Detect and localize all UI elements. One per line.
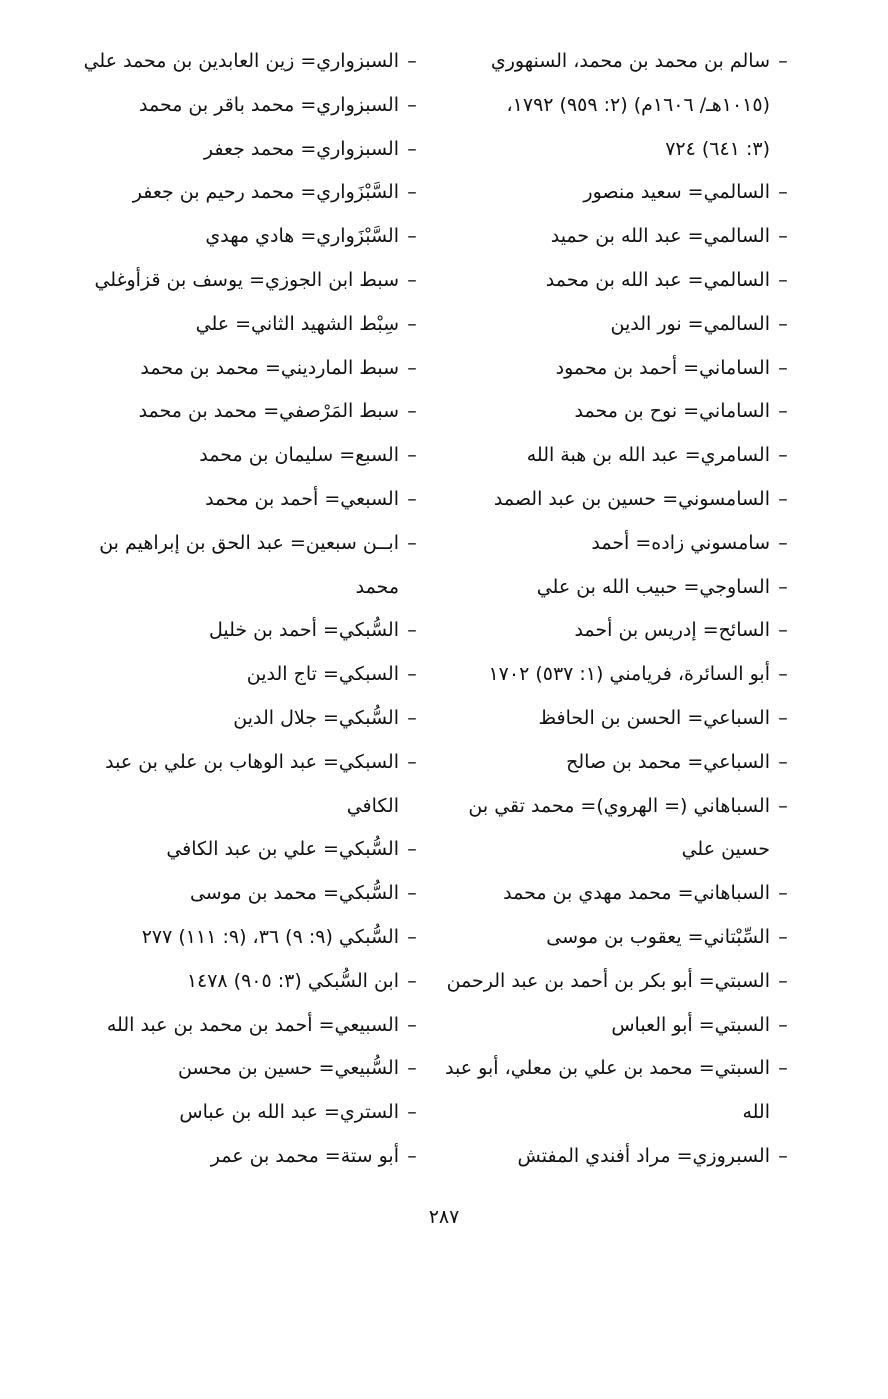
entry-dash: –	[407, 356, 417, 379]
entry-text: السُّبكي= جلال الدين	[233, 706, 399, 729]
entry-dash: –	[778, 400, 788, 423]
entry-dash: –	[778, 1144, 788, 1167]
index-entry	[456, 566, 796, 610]
index-entry	[456, 259, 796, 303]
index-entry	[80, 1135, 425, 1179]
index-entry	[456, 1004, 796, 1048]
entry-dash: –	[778, 50, 788, 72]
entry-dash: –	[407, 93, 417, 116]
entry-dash: –	[407, 268, 417, 291]
entry-dash: –	[778, 619, 788, 642]
entry-text: السامسوني= حسين بن عبد الصمد	[493, 487, 770, 510]
index-entry	[80, 1047, 425, 1091]
entry-dash: –	[407, 1101, 417, 1124]
entry-text: السالمي= عبد الله بن محمد	[545, 268, 770, 291]
index-entry	[456, 1135, 796, 1179]
entry-dash: –	[407, 400, 417, 423]
index-entry	[445, 1047, 796, 1135]
entry-dash: –	[778, 575, 788, 598]
entry-text: السبتي= أبو بكر بن أحمد بن عبد الرحمن	[446, 969, 770, 992]
entry-dash: –	[778, 356, 788, 379]
entry-dash: –	[407, 706, 417, 729]
index-entry	[456, 916, 796, 960]
entry-dash: –	[407, 225, 417, 248]
entry-text: السَّبْزَواري= محمد رحيم بن جعفر	[132, 181, 399, 204]
index-entry	[80, 960, 425, 1004]
entry-text: السُّبيعي= حسين بن محسن	[177, 1057, 399, 1080]
entry-continuation: الله	[742, 1101, 770, 1124]
index-column-right	[445, 40, 796, 1179]
entry-text: السبيعي= أحمد بن محمد بن عبد الله	[106, 1013, 399, 1036]
entry-dash: –	[407, 50, 417, 72]
entry-text: السَّبْزَواري= هادي مهدي	[205, 225, 399, 248]
index-entry	[456, 785, 796, 873]
entry-text: سبط ابن الجوزي= يوسف بن قزأوغلي	[94, 268, 399, 291]
index-entry	[80, 40, 425, 84]
entry-dash: –	[778, 531, 788, 554]
index-entry	[456, 741, 796, 785]
index-entry	[80, 84, 425, 128]
entry-continuation: (٣: ٦٤١) ٧٢٤	[665, 137, 770, 160]
entry-text: ابــن سبعين= عبد الحق بن إبراهيم بن	[99, 531, 399, 554]
entry-dash: –	[778, 794, 788, 817]
entry-text: السبروزي= مراد أفندي المفتش	[517, 1144, 770, 1167]
entry-text: السائح= إدريس بن أحمد	[574, 619, 770, 642]
entry-dash: –	[407, 750, 417, 773]
entry-text: السبكي= عبد الوهاب بن علي بن عبد	[105, 750, 399, 773]
page-number: ٢٨٧	[428, 1206, 460, 1228]
entry-text: السبتي= محمد بن علي بن معلي، أبو عبد	[445, 1057, 770, 1080]
entry-dash: –	[407, 1057, 417, 1080]
index-entry	[80, 1091, 425, 1135]
entry-text: السبزواري= زين العابدين بن محمد علي	[83, 50, 399, 72]
index-entry	[456, 434, 796, 478]
index-entry	[80, 697, 425, 741]
entry-dash: –	[407, 925, 417, 948]
entry-text: السباهاني (= الهروي)= محمد تقي بن	[468, 794, 770, 817]
entry-continuation: (١٠١٥هـ/ ١٦٠٦م) (٢: ٩٥٩) ١٧٩٢،	[506, 93, 770, 116]
entry-dash: –	[407, 838, 417, 861]
entry-text: السالمي= عبد الله بن حميد	[550, 225, 770, 248]
index-entry	[456, 40, 796, 171]
index-entry	[80, 434, 425, 478]
entry-text: السُّبكي= محمد بن موسى	[189, 882, 399, 905]
entry-continuation: محمد	[355, 575, 399, 598]
entry-dash: –	[407, 882, 417, 905]
index-entry	[456, 872, 796, 916]
entry-text: السباعي= محمد بن صالح	[566, 750, 770, 773]
entry-text: الساماني= أحمد بن محمود	[555, 356, 770, 379]
entry-dash: –	[407, 619, 417, 642]
entry-text: أبو ستة= محمد بن عمر	[210, 1144, 399, 1167]
index-entry	[80, 171, 425, 215]
entry-dash: –	[778, 225, 788, 248]
index-entry	[456, 215, 796, 259]
entry-dash: –	[407, 1144, 417, 1167]
entry-dash: –	[407, 137, 417, 160]
entry-text: الساوجي= حبيب الله بن علي	[536, 575, 770, 598]
entry-dash: –	[778, 444, 788, 467]
index-column-left	[80, 40, 425, 1179]
entry-text: السبكي= تاج الدين	[246, 663, 399, 686]
index-entry	[80, 741, 425, 829]
index-entry	[80, 916, 425, 960]
index-entry	[80, 303, 425, 347]
index-entry	[80, 128, 425, 172]
entry-text: السبتي= أبو العباس	[611, 1013, 770, 1036]
entry-dash: –	[407, 312, 417, 335]
entry-dash: –	[778, 181, 788, 204]
entry-text: السبعي= أحمد بن محمد	[205, 487, 399, 510]
entry-continuation: الكافي	[346, 794, 399, 817]
entry-text: أبو السائرة، فريامني (١: ٥٣٧) ١٧٠٢	[488, 663, 770, 686]
index-entry	[80, 828, 425, 872]
entry-continuation: حسين علي	[681, 838, 770, 861]
entry-dash: –	[407, 181, 417, 204]
index-entry	[456, 609, 796, 653]
index-entry	[80, 259, 425, 303]
index-entry	[456, 478, 796, 522]
entry-text: السباهاني= محمد مهدي بن محمد	[503, 882, 770, 905]
index-entry	[80, 390, 425, 434]
entry-text: السبزواري= محمد جعفر	[203, 137, 399, 160]
entry-dash: –	[778, 1013, 788, 1036]
entry-dash: –	[407, 969, 417, 992]
entry-text: الستري= عبد الله بن عباس	[179, 1101, 399, 1124]
entry-text: السباعي= الحسن بن الحافظ	[538, 706, 770, 729]
index-entry	[456, 347, 796, 391]
entry-text: سالم بن محمد بن محمد، السنهوري	[490, 50, 770, 72]
entry-dash: –	[407, 1013, 417, 1036]
entry-dash: –	[778, 750, 788, 773]
entry-text: السُّبكي= علي بن عبد الكافي	[166, 838, 399, 861]
index-entry	[80, 1004, 425, 1048]
entry-text: سبط المارديني= محمد بن محمد	[140, 356, 399, 379]
entry-text: ابن السُّبكي (٣: ٩٠٥) ١٤٧٨	[186, 969, 399, 992]
entry-text: السامري= عبد الله بن هبة الله	[526, 444, 770, 467]
entry-dash: –	[407, 487, 417, 510]
entry-text: السُّبكي (٩: ٩) ٣٦، (٩: ١١١) ٢٧٧	[141, 925, 399, 948]
entry-text: السبع= سليمان بن محمد	[199, 444, 399, 467]
entry-dash: –	[778, 706, 788, 729]
entry-dash: –	[407, 444, 417, 467]
entry-dash: –	[407, 663, 417, 686]
entry-text: سامسوني زاده= أحمد	[591, 531, 770, 554]
index-entry	[456, 522, 796, 566]
index-entry	[80, 347, 425, 391]
entry-text: السالمي= سعيد منصور	[583, 181, 770, 204]
index-entry	[456, 653, 796, 697]
entry-text: السالمي= نور الدين	[610, 312, 770, 335]
index-entry	[80, 653, 425, 697]
index-entry	[80, 609, 425, 653]
index-entry	[446, 960, 796, 1004]
index-entry	[80, 872, 425, 916]
entry-text: سبط المَرْصفي= محمد بن محمد	[138, 400, 399, 423]
entry-text: السِّبْتاني= يعقوب بن موسى	[546, 925, 770, 948]
index-entry	[80, 478, 425, 522]
entry-dash: –	[407, 531, 417, 554]
entry-text: الساماني= نوح بن محمد	[574, 400, 770, 423]
index-entry	[80, 522, 425, 610]
entry-dash: –	[778, 663, 788, 686]
entry-text: السبزواري= محمد باقر بن محمد	[138, 93, 399, 116]
index-entry	[80, 215, 425, 259]
entry-dash: –	[778, 268, 788, 291]
index-entry	[456, 390, 796, 434]
entry-text: سِبْط الشهيد الثاني= علي	[195, 312, 399, 335]
entry-dash: –	[778, 312, 788, 335]
index-entry	[456, 303, 796, 347]
entry-dash: –	[778, 925, 788, 948]
entry-dash: –	[778, 882, 788, 905]
index-entry	[456, 171, 796, 215]
entry-dash: –	[778, 487, 788, 510]
index-entry	[456, 697, 796, 741]
entry-text: السُّبكي= أحمد بن خليل	[208, 619, 399, 642]
entry-dash: –	[778, 969, 788, 992]
entry-dash: –	[778, 1057, 788, 1080]
